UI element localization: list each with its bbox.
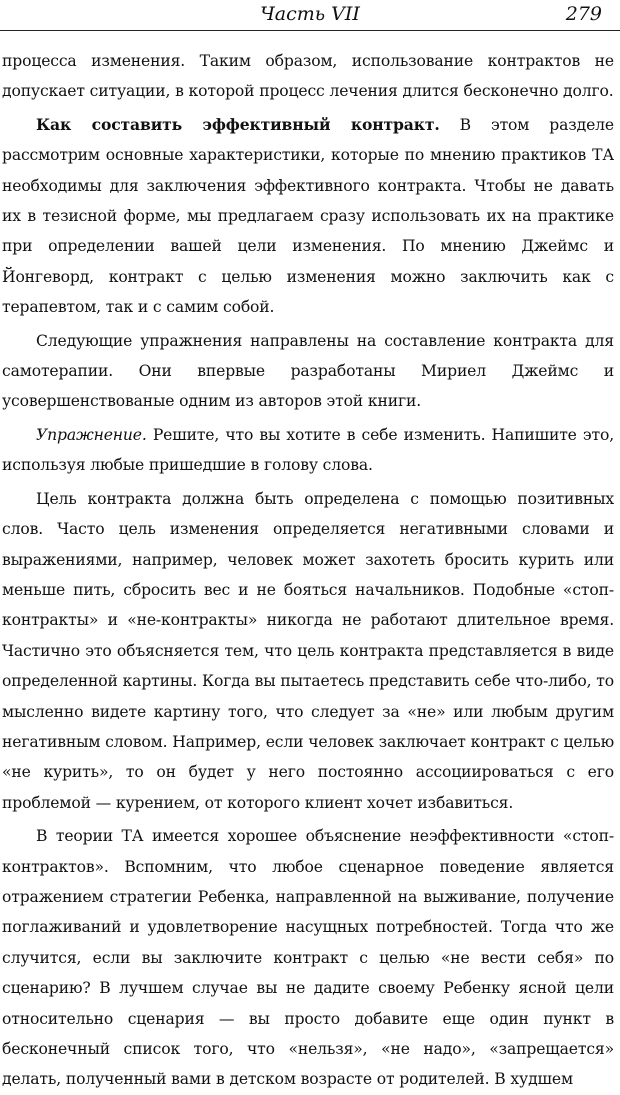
paragraph-text: В этом разделе рассмотрим основные характеристики, которые по мнению практиков ТА необходимы для заключения эффективного контракта. Чтобы не давать их в тезисной форме, мы предлагаем сразу использовать их на практике при определении вашей цели изменения. По мнению Джеймс и Йонгеворд, контракт с целью изменения можно заключить как с терапевтом, так и с самим собой. xyxy=(2,115,614,317)
section-title: Часть VII xyxy=(260,3,360,25)
paragraph-theory: В теории ТА имеется хорошее объяснение неэффективности «стоп-контрактов». Вспомним, что любое сценарное поведение является отражением стратегии Ребенка, направленной на выживание, получение поглаживаний и удовлетворение насущных потребностей. Тогда что же случится, если вы заключите контракт с целью «не вести себя» по сценарию? В лучшем случае вы не дадите своему Ребенку ясной цели относительно сценария — вы просто добавите еще один пункт в бесконечный список того, что «нельзя», «не надо», «запрещается» делать, полученный вами в детском возрасте от родителей. В худшем xyxy=(2,827,614,1089)
paragraph-exercise xyxy=(2,420,614,481)
paragraph-positive-words: Цель контракта должна быть определена с помощью позитивных слов. Часто цель изменения определяется негативными словами и выражениями, например, человек может захотеть бросить курить или меньше пить, сбросить вес и не бояться начальников. Подобные «стоп-контракты» и «не-контракты» никогда не работают длительное время. Частично это объясняется тем, что цель контракта представляется в виде определенной картины. Когда вы пытаетесь представить себе что-либо, то мысленно видете картину того, что следует за «не» или любым другим негативным словом. Например, если человек заключает контракт с целью «не курить», то он будет у него постоянно ассоциироваться с его проблемой — курением, от которого клиент хочет избавиться. xyxy=(2,489,614,812)
running-header xyxy=(0,0,620,30)
exercise-label: Упражнение. xyxy=(36,425,147,444)
paragraph-continued: процесса изменения. Таким образом, использование контрактов не допускает ситуации, в которой процесс лечения длится бесконечно долго. xyxy=(2,52,614,101)
paragraph-exercises: Следующие упражнения направлены на составление контракта для самотерапии. Они впервые разработаны Мириел Джеймс и усовершенствованые одним из авторов этой книги. xyxy=(2,331,614,411)
header-divider xyxy=(0,30,620,31)
body-text xyxy=(2,46,614,1095)
run-in-heading: Как составить эффективный контракт. xyxy=(36,114,440,134)
page-number: 279 xyxy=(565,3,602,25)
paragraph-text: Решите, что вы хотите в себе изменить. Напишите это, используя любые пришедшие в голову слова. xyxy=(2,425,614,475)
paragraph-contract-heading xyxy=(2,110,614,323)
